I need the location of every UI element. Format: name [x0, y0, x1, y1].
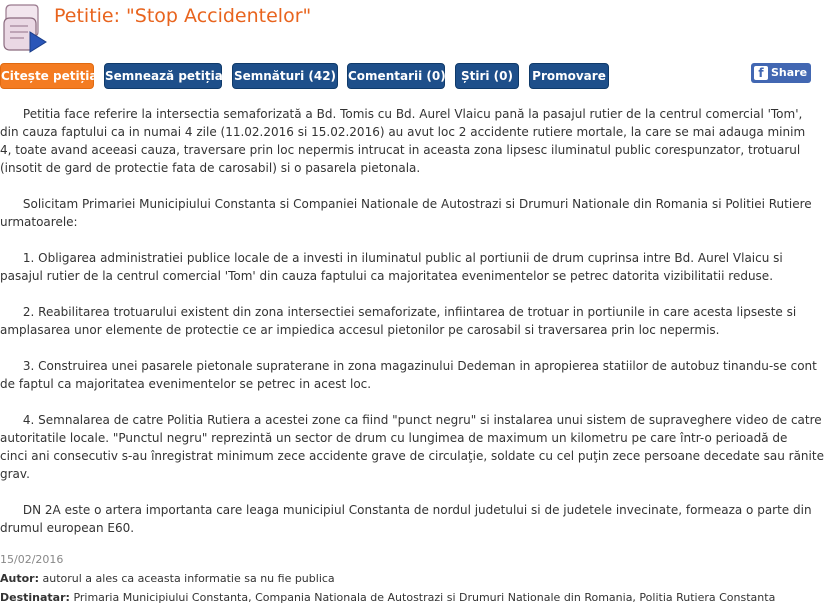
- petition-recipient: [0, 591, 775, 604]
- petition-tabs: [0, 63, 800, 89]
- petition-line: 2. Reabilitarea trotuarului existent din zona intersectiei semaforizate, infiintarea de trotuar in portiunile in care acesta lipseste si: [0, 305, 797, 319]
- petition-line: autoritatile locale. "Punctul negru" reprezintă un sector de drum cu lungimea de maximum un kilometru pe care într-o perioadă de: [0, 431, 788, 445]
- scroll-document-icon: [0, 2, 50, 54]
- page-title: Petitie: "Stop Accidentelor": [54, 5, 312, 27]
- petition-line: de faptul ca majoritatea evenimentelor se petrec in acest loc.: [0, 377, 372, 391]
- petition-line: amplasarea unor elemente de protectie ce ar impiedica accesul pietonilor pe carosabil si traversarea prin loc nepermis.: [0, 323, 720, 337]
- tab-news[interactable]: Știri (0): [455, 63, 519, 89]
- tab-signatures[interactable]: Semnături (42): [232, 63, 338, 89]
- tab-comments[interactable]: Comentarii (0): [347, 63, 445, 89]
- recipient-label: Destinatar:: [0, 591, 70, 604]
- tab-read-petition[interactable]: Citește petiția: [0, 63, 94, 89]
- petition-line: Solicitam Primariei Municipiului Constanta si Companiei Nationale de Autostrazi si Drumuri Nationale din Romania si Politiei Rutiere: [0, 197, 812, 211]
- petition-date: 15/02/2016: [0, 553, 64, 566]
- page-header: [0, 0, 800, 60]
- petition-line: (insotit de gard de protectie fata de carosabil) si o pasarela pietonala.: [0, 161, 421, 175]
- petition-line: 3. Construirea unei pasarele pietonale supraterane in zona magazinului Dedeman in apropierea statiilor de autobuz tinandu-se cont: [0, 359, 817, 373]
- petition-line: din cauza faptului ca in numai 4 zile (11.02.2016 si 15.02.2016) au avut loc 2 accidente rutiere mortale, la care se mai adauga minim: [0, 125, 806, 139]
- petition-line: Petitia face referire la intersectia semaforizată a Bd. Tomis cu Bd. Aurel Vlaicu pană la pasajul rutier de la centrul comercial 'Tom',: [0, 107, 803, 121]
- author-label: Autor:: [0, 572, 39, 585]
- tab-sign-petition[interactable]: Semnează petiția: [104, 63, 222, 89]
- petition-line: 4. Semnalarea de catre Politia Rutiera a acestei zone ca fiind "punct negru" si instalarea unui sistem de supraveghere video de catre: [0, 413, 822, 427]
- petition-line: urmatoarele:: [0, 215, 78, 229]
- author-value: autorul a ales ca aceasta informatie sa nu fie publica: [42, 572, 335, 585]
- petition-line: cinci ani consecutiv s-au înregistrat minimum zece accidente grave de circulaţie, soldate cu cel puţin zece persoane decedate sau rănite: [0, 449, 824, 463]
- petition-line: grav.: [0, 467, 30, 481]
- share-label: Share: [771, 66, 808, 79]
- petition-line: DN 2A este o artera importanta care leaga municipiul Constanta de nordul judetului si de judetele invecinate, formeaza o parte din: [0, 503, 812, 517]
- recipient-value: Primaria Municipiului Constanta, Compania Nationala de Autostrazi si Drumuri Nationale din Romania, Politia Rutiera Constanta: [73, 591, 776, 604]
- petition-line: 4, toate avand aceeasi cauza, traversare prin loc nepermis intrucat in aceasta zona lipsesc iluminatul public corespunzator, trotuarul: [0, 143, 801, 157]
- petition-line: pasajul rutier de la centrul comercial 'Tom' din cauza faptului ca majoritatea evenimentelor se petrec datorita vizibilitatii reduse.: [0, 269, 774, 283]
- facebook-share-button[interactable]: [751, 63, 811, 83]
- tab-promotion[interactable]: Promovare: [529, 63, 609, 89]
- facebook-icon: f: [754, 66, 768, 80]
- petition-line: 1. Obligarea administratiei publice locale de a investi in iluminatul public al portiunii de drum cuprinsa intre Bd. Aurel Vlaicu si: [0, 251, 783, 265]
- petition-line: drumul european E60.: [0, 521, 135, 535]
- petition-author: [0, 572, 335, 585]
